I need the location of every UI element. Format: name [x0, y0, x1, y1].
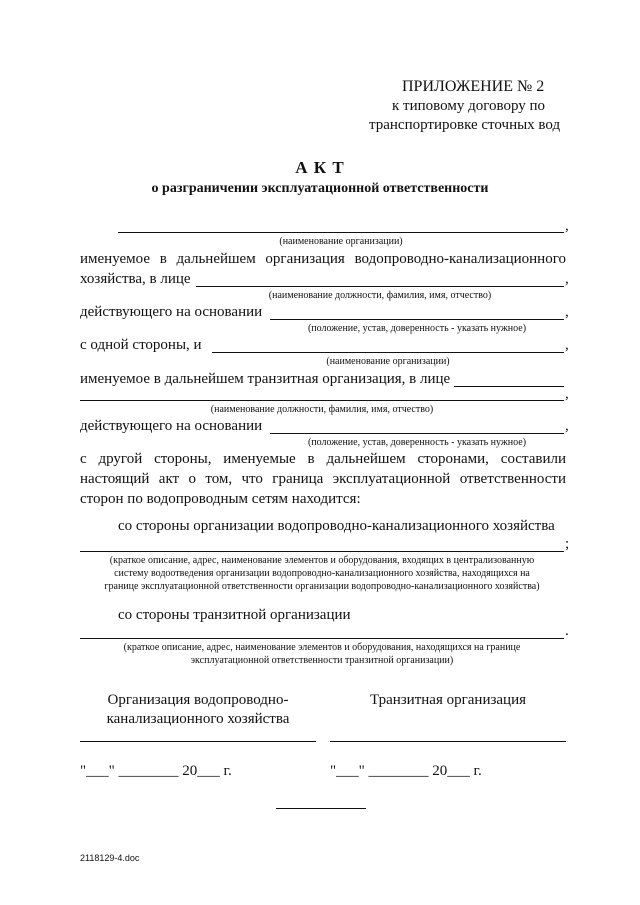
- sign-right-label: Транзитная организация: [369, 692, 527, 708]
- date-left: "___" ________ 20___ г.: [80, 763, 232, 779]
- org-name-line-1: [118, 232, 564, 233]
- appendix-title: ПРИЛОЖЕНИЕ № 2: [402, 78, 545, 95]
- comma-6: ,: [565, 418, 569, 434]
- one-side-label: с одной стороны, и: [80, 337, 202, 353]
- note-basis-1: (положение, устав, доверенность - указать нужное): [307, 323, 527, 334]
- semicolon: ;: [565, 536, 570, 552]
- basis-line-1: [270, 319, 564, 320]
- p3-line-2: настоящий акт о том, что граница эксплуатационной ответственности: [80, 471, 566, 487]
- representative-line-2a: [454, 386, 564, 387]
- basis-label-2: действующего на основании: [80, 418, 263, 434]
- note-position-1: (наименование должности, фамилия, имя, отчество): [268, 290, 492, 301]
- p1-line-2: хозяйства, в лице: [80, 271, 191, 287]
- note-position-2: (наименование должности, фамилия, имя, отчество): [210, 404, 434, 415]
- sign-left-label-2: канализационного хозяйства: [106, 711, 290, 727]
- basis-line-2: [270, 433, 564, 434]
- side-transit-line: [80, 638, 564, 639]
- comma-5: ,: [565, 386, 569, 402]
- basis-label-1: действующего на основании: [80, 304, 263, 320]
- representative-line-2b: [80, 400, 564, 401]
- p1-line-1: именуемое в дальнейшем организация водопроводно-канализационного: [80, 251, 566, 267]
- org-name-line-2: [212, 352, 564, 353]
- p2-line-1: именуемое в дальнейшем транзитная организация, в лице: [80, 371, 451, 387]
- sign-right-line: [330, 741, 566, 742]
- side-vkh-label: со стороны организации водопроводно-канализационного хозяйства: [118, 518, 555, 534]
- note-org-name-2: (наименование организации): [326, 356, 450, 367]
- p3-line-3: сторон по водопроводным сетям находится:: [80, 491, 361, 507]
- representative-line-1: [196, 286, 564, 287]
- side-transit-label: со стороны транзитной организации: [118, 607, 351, 623]
- note-org-name-1: (наименование организации): [279, 236, 403, 247]
- sign-left-label-1: Организация водопроводно-: [107, 692, 289, 708]
- p3-line-1: с другой стороны, именуемые в дальнейшем сторонами, составили: [80, 451, 566, 467]
- act-subtitle: о разграничении эксплуатационной ответственности: [151, 181, 489, 196]
- appendix-line-1: к типовому договору по: [392, 98, 546, 114]
- footer-separator: [276, 808, 366, 809]
- note-desc-1-line-1: (краткое описание, адрес, наименование элементов и оборудования, входящих в централизованную: [109, 555, 535, 566]
- comma-2: ,: [565, 271, 569, 287]
- doc-id: 2118129-4.doc: [80, 853, 140, 863]
- comma-1: ,: [565, 218, 569, 234]
- sign-left-line: [80, 741, 316, 742]
- note-desc-2-line-1: (краткое описание, адрес, наименование элементов и оборудования, находящихся на границе: [123, 642, 521, 653]
- side-vkh-line: [80, 551, 564, 552]
- period: .: [565, 623, 569, 639]
- note-basis-2: (положение, устав, доверенность - указать нужное): [307, 437, 527, 448]
- appendix-line-2: транспортировке сточных вод: [369, 117, 561, 133]
- note-desc-1-line-2: систему водоотведения организации водопроводно-канализационного хозяйства, находящихся на: [114, 568, 530, 579]
- note-desc-1-line-3: границе эксплуатационной ответственности организации водопроводно-канализационного хозяйства): [104, 581, 540, 592]
- act-title: А К Т: [295, 158, 345, 177]
- note-desc-2-line-2: эксплуатационной ответственности транзитной организации): [190, 655, 454, 666]
- comma-3: ,: [565, 304, 569, 320]
- date-right: "___" ________ 20___ г.: [330, 763, 482, 779]
- comma-4: ,: [565, 337, 569, 353]
